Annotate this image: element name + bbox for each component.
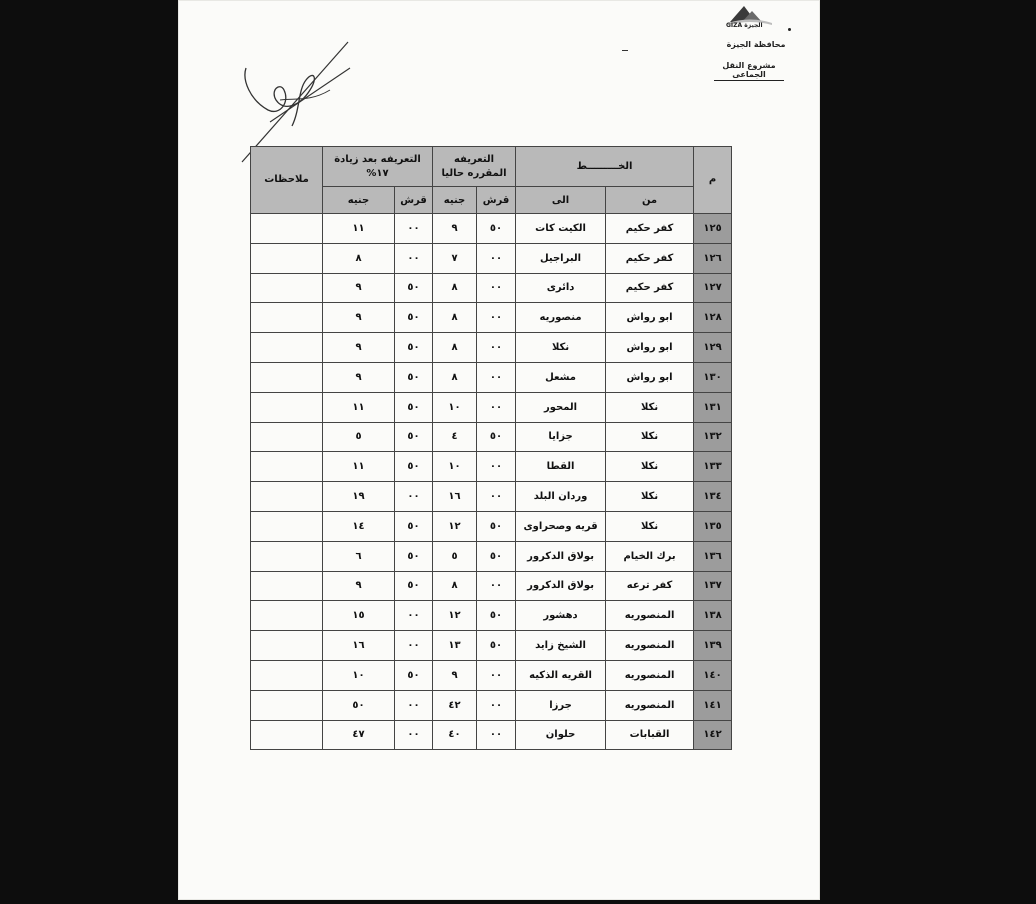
to-cell: جزايا — [516, 422, 606, 452]
from-cell: كفر حكيم — [606, 273, 694, 303]
new-piaster-cell: ٥٠ — [395, 362, 433, 392]
to-cell: المحور — [516, 392, 606, 422]
current-pound-cell: ٨ — [433, 571, 477, 601]
new-piaster-cell: ٥٠ — [395, 333, 433, 363]
current-piaster-cell: ٠٠ — [477, 690, 516, 720]
table-row — [251, 690, 732, 720]
table-row — [251, 511, 732, 541]
new-pound-cell: ١٥ — [323, 601, 395, 631]
new-piaster-cell: ٥٠ — [395, 422, 433, 452]
table-row — [251, 660, 732, 690]
from-cell: نكلا — [606, 511, 694, 541]
current-piaster-cell: ٠٠ — [477, 660, 516, 690]
current-pound-cell: ٨ — [433, 362, 477, 392]
header-new-pound: جنيه — [323, 187, 395, 214]
logo-text: GIZA الجيزة — [726, 22, 763, 29]
header-current-piaster: قرش — [477, 187, 516, 214]
current-pound-cell: ٥ — [433, 541, 477, 571]
table-row — [251, 243, 732, 273]
current-piaster-cell: ٠٠ — [477, 720, 516, 750]
notes-cell — [251, 631, 323, 661]
current-piaster-cell: ٠٠ — [477, 571, 516, 601]
notes-cell — [251, 571, 323, 601]
table-row — [251, 541, 732, 571]
new-piaster-cell: ٥٠ — [395, 273, 433, 303]
row-number: ١٢٧ — [694, 273, 732, 303]
new-pound-cell: ٩ — [323, 303, 395, 333]
new-piaster-cell: ٥٠ — [395, 303, 433, 333]
new-pound-cell: ٩ — [323, 362, 395, 392]
to-cell: الكيت كات — [516, 214, 606, 244]
notes-cell — [251, 660, 323, 690]
table-row — [251, 362, 732, 392]
header-current-pound: جنيه — [433, 187, 477, 214]
from-cell: ابو رواش — [606, 333, 694, 363]
row-number: ١٣٤ — [694, 482, 732, 512]
current-piaster-cell: ٥٠ — [477, 511, 516, 541]
row-number: ١٣٩ — [694, 631, 732, 661]
notes-cell — [251, 214, 323, 244]
new-piaster-cell: ٠٠ — [395, 243, 433, 273]
notes-cell — [251, 273, 323, 303]
notes-cell — [251, 482, 323, 512]
new-pound-cell: ٦ — [323, 541, 395, 571]
row-number: ١٢٨ — [694, 303, 732, 333]
table-row — [251, 392, 732, 422]
to-cell: وردان البلد — [516, 482, 606, 512]
header-new-piaster: قرش — [395, 187, 433, 214]
to-cell: مشعل — [516, 362, 606, 392]
notes-cell — [251, 422, 323, 452]
current-piaster-cell: ٠٠ — [477, 273, 516, 303]
current-pound-cell: ٨ — [433, 333, 477, 363]
row-number: ١٣٦ — [694, 541, 732, 571]
new-piaster-cell: ٥٠ — [395, 571, 433, 601]
row-number: ١٤١ — [694, 690, 732, 720]
new-piaster-cell: ٠٠ — [395, 631, 433, 661]
notes-cell — [251, 303, 323, 333]
current-piaster-cell: ٠٠ — [477, 452, 516, 482]
new-piaster-cell: ٠٠ — [395, 601, 433, 631]
to-cell: حلوان — [516, 720, 606, 750]
to-cell: الشيخ زايد — [516, 631, 606, 661]
notes-cell — [251, 541, 323, 571]
table-row — [251, 333, 732, 363]
table-row — [251, 303, 732, 333]
new-pound-cell: ٩ — [323, 333, 395, 363]
row-number: ١٢٥ — [694, 214, 732, 244]
current-pound-cell: ٤ — [433, 422, 477, 452]
from-cell: المنصوريه — [606, 660, 694, 690]
current-piaster-cell: ٥٠ — [477, 422, 516, 452]
from-cell: نكلا — [606, 392, 694, 422]
current-pound-cell: ١٢ — [433, 601, 477, 631]
from-cell: ابو رواش — [606, 303, 694, 333]
row-number: ١٤٢ — [694, 720, 732, 750]
row-number: ١٣٣ — [694, 452, 732, 482]
new-piaster-cell: ٥٠ — [395, 541, 433, 571]
from-cell: كفر حكيم — [606, 243, 694, 273]
current-pound-cell: ٤٢ — [433, 690, 477, 720]
project-title: مشروع النقل الجماعى — [714, 61, 784, 81]
current-piaster-cell: ٥٠ — [477, 601, 516, 631]
row-number: ١٣٢ — [694, 422, 732, 452]
from-cell: القبابات — [606, 720, 694, 750]
from-cell: المنصوريه — [606, 690, 694, 720]
table-row — [251, 214, 732, 244]
bullet-dot — [788, 28, 791, 31]
current-piaster-cell: ٥٠ — [477, 541, 516, 571]
governorate-title: محافظة الجيزة — [726, 40, 786, 49]
new-pound-cell: ٥ — [323, 422, 395, 452]
header-increased-fare: التعريفه بعد زيادة ١٧% — [323, 147, 433, 187]
from-cell: ابو رواش — [606, 362, 694, 392]
to-cell: دهشور — [516, 601, 606, 631]
row-number: ١٣٥ — [694, 511, 732, 541]
new-piaster-cell: ٠٠ — [395, 214, 433, 244]
row-number: ١٣٧ — [694, 571, 732, 601]
current-pound-cell: ١٠ — [433, 452, 477, 482]
table-row — [251, 601, 732, 631]
notes-cell — [251, 243, 323, 273]
new-pound-cell: ١١ — [323, 392, 395, 422]
new-pound-cell: ٥٠ — [323, 690, 395, 720]
to-cell: منصوريه — [516, 303, 606, 333]
new-pound-cell: ١٩ — [323, 482, 395, 512]
from-cell: المنصوريه — [606, 601, 694, 631]
current-pound-cell: ٤٠ — [433, 720, 477, 750]
from-cell: برك الخيام — [606, 541, 694, 571]
new-pound-cell: ٩ — [323, 571, 395, 601]
table-row — [251, 422, 732, 452]
to-cell: بولاق الدكرور — [516, 541, 606, 571]
new-piaster-cell: ٠٠ — [395, 690, 433, 720]
new-pound-cell: ٤٧ — [323, 720, 395, 750]
table-row — [251, 482, 732, 512]
to-cell: القريه الذكيه — [516, 660, 606, 690]
notes-cell — [251, 452, 323, 482]
table-row — [251, 631, 732, 661]
to-cell: نكلا — [516, 333, 606, 363]
to-cell: بولاق الدكرور — [516, 571, 606, 601]
new-piaster-cell: ٥٠ — [395, 392, 433, 422]
new-pound-cell: ٨ — [323, 243, 395, 273]
header-number: م — [694, 147, 732, 214]
dash-mark — [622, 50, 628, 51]
from-cell: نكلا — [606, 482, 694, 512]
current-pound-cell: ٩ — [433, 214, 477, 244]
to-cell: القطا — [516, 452, 606, 482]
current-pound-cell: ١٢ — [433, 511, 477, 541]
row-number: ١٣١ — [694, 392, 732, 422]
to-cell: البراجيل — [516, 243, 606, 273]
table-row — [251, 273, 732, 303]
current-piaster-cell: ٠٠ — [477, 243, 516, 273]
header-from: من — [606, 187, 694, 214]
table-row — [251, 571, 732, 601]
new-piaster-cell: ٥٠ — [395, 511, 433, 541]
header-to: الى — [516, 187, 606, 214]
tariff-table — [250, 146, 732, 750]
current-piaster-cell: ٠٠ — [477, 392, 516, 422]
current-piaster-cell: ٠٠ — [477, 362, 516, 392]
header-route: الخـــــــــط — [516, 147, 694, 187]
new-pound-cell: ١٠ — [323, 660, 395, 690]
new-piaster-cell: ٠٠ — [395, 482, 433, 512]
document-page — [178, 0, 820, 900]
new-pound-cell: ١١ — [323, 214, 395, 244]
from-cell: نكلا — [606, 452, 694, 482]
new-piaster-cell: ٠٠ — [395, 720, 433, 750]
to-cell: دائرى — [516, 273, 606, 303]
new-pound-cell: ٩ — [323, 273, 395, 303]
current-pound-cell: ٧ — [433, 243, 477, 273]
current-pound-cell: ١٠ — [433, 392, 477, 422]
to-cell: جرزا — [516, 690, 606, 720]
current-piaster-cell: ٥٠ — [477, 214, 516, 244]
tariff-table-body — [251, 214, 732, 750]
new-pound-cell: ١٦ — [323, 631, 395, 661]
notes-cell — [251, 690, 323, 720]
notes-cell — [251, 362, 323, 392]
table-row — [251, 720, 732, 750]
header-current-fare: التعريفه المقرره حاليا — [433, 147, 516, 187]
row-number: ١٢٦ — [694, 243, 732, 273]
from-cell: نكلا — [606, 422, 694, 452]
row-number: ١٣٠ — [694, 362, 732, 392]
header-notes: ملاحظات — [251, 147, 323, 214]
current-pound-cell: ١٦ — [433, 482, 477, 512]
to-cell: قريه وصحراوى — [516, 511, 606, 541]
current-pound-cell: ١٣ — [433, 631, 477, 661]
notes-cell — [251, 511, 323, 541]
notes-cell — [251, 601, 323, 631]
notes-cell — [251, 333, 323, 363]
new-piaster-cell: ٥٠ — [395, 660, 433, 690]
notes-cell — [251, 392, 323, 422]
table-row — [251, 452, 732, 482]
from-cell: المنصوريه — [606, 631, 694, 661]
new-pound-cell: ١١ — [323, 452, 395, 482]
from-cell: كفر حكيم — [606, 214, 694, 244]
new-piaster-cell: ٥٠ — [395, 452, 433, 482]
current-piaster-cell: ٥٠ — [477, 631, 516, 661]
current-piaster-cell: ٠٠ — [477, 482, 516, 512]
current-piaster-cell: ٠٠ — [477, 333, 516, 363]
row-number: ١٢٩ — [694, 333, 732, 363]
current-pound-cell: ٩ — [433, 660, 477, 690]
current-pound-cell: ٨ — [433, 303, 477, 333]
notes-cell — [251, 720, 323, 750]
row-number: ١٤٠ — [694, 660, 732, 690]
row-number: ١٣٨ — [694, 601, 732, 631]
current-piaster-cell: ٠٠ — [477, 303, 516, 333]
new-pound-cell: ١٤ — [323, 511, 395, 541]
current-pound-cell: ٨ — [433, 273, 477, 303]
from-cell: كفر ترعه — [606, 571, 694, 601]
